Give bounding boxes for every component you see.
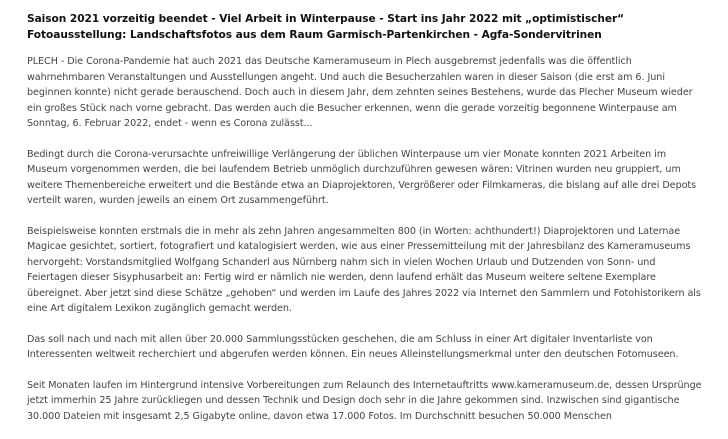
article-headline: Saison 2021 vorzeitig beendet - Viel Arbeit in Winterpause - Start ins Jahr 2022 mit „optimistischer“ Fotoausstellung: Landschaftsfotos aus dem Raum Garmisch-Partenkirchen - Agfa-Sondervitrinen	[27, 13, 625, 41]
article-paragraph: Bedingt durch die Corona-verursachte unfreiwillige Verlängerung der üblichen Winterpause um vier Monate konnten 2021 Arbeiten im Museum vorgenommen werden, die bei laufendem Betrieb unmöglich durchzuführen gewesen wären: Vitrinen wurden neu gruppiert, um weitere Themenbereiche erweitert und die Bestände etwa an Diaprojektoren, Vergrößerer oder Filmkameras, die bislang auf alle drei Depots verteilt waren, wurden jeweils an einem Ort zusammengeführt.	[27, 148, 697, 206]
article-paragraph: Beispielsweise konnten erstmals die in mehr als zehn Jahren angesammelten 800 (in Worten: achthundert!) Diaprojektoren und Laternae Magicae gesichtet, sortiert, fotografiert und katalogisiert werden, wie aus einer Pressemitteilung mit der Jahresbilanz des Kameramuseums hervorgeht: Vorstandsmitglied Wolfgang Schanderl aus Nürnberg nahm sich in vielen Wochen Urlaub und Dutzenden von Sonn- und Feiertagen dieser Sisyphusarbeit an: Fertig wird er nämlich nie werden, denn laufend erhält das Museum weitere seltene Exemplare übereignet. Aber jetzt sind diese Schätze „gehoben“ und werden im Laufe des Jahres 2022 via Internet den Sammlern und Fotohistorikern als eine Art digitalem Lexikon zugänglich gemacht werden.	[27, 225, 701, 314]
article-paragraph: Seit Monaten laufen im Hintergrund intensive Vorbereitungen zum Relaunch des Internetauftritts www.kameramuseum.de, dessen Ursprünge jetzt immerhin 25 Jahre zurückliegen und dessen Technik und Design doch sehr in die Jahre gekommen sind. Inzwischen sind gigantische 30.000 Dateien mit insgesamt 2,5 Gigabyte online, davon etwa 17.000 Fotos. Im Durchschnitt besuchen 50.000 Menschen	[27, 379, 702, 422]
article-paragraph: PLECH - Die Corona-Pandemie hat auch 2021 das Deutsche Kameramuseum in Plech ausgebremst jedenfalls was die öffentlich wahrnehmbaren Veranstaltungen und Ausstellungen angeht. Und auch die Besucherzahlen waren in dieser Saison (die erst am 6. Juni beginnen konnte) nicht gerade berauschend. Doch auch in diesem Jahr, dem zehnten seines Bestehens, wurde das Plecher Museum wieder ein großes Stück nach vorne gebracht. Das werden auch die Besucher erkennen, wenn die gerade vorzeitig begonnene Winterpause am Sonntag, 6. Februar 2022, endet - wenn es Corona zulässt...	[27, 56, 693, 129]
article	[27, 12, 707, 439]
article-paragraph: Das soll nach und nach mit allen über 20.000 Sammlungsstücken geschehen, die am Schluss in einer Art digitaler Inventarliste von Interessenten weltweit recherchiert und abgerufen werden können. Ein neues Alleinstellungsmerkmal unter den deutschen Fotomuseen.	[27, 333, 679, 360]
